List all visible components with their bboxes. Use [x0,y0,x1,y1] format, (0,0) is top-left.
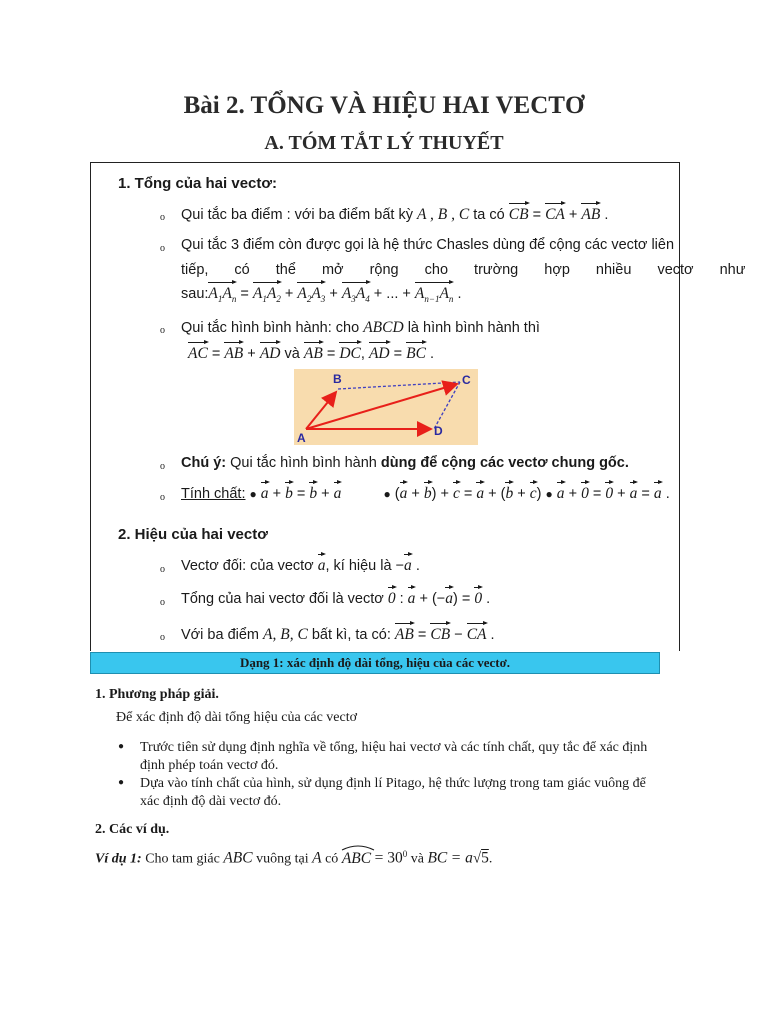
method-bullet-1a: Trước tiên sử dụng định nghĩa về tổng, hiệu hai vectơ và các tính chất, quy tắc để xác định [140,740,648,755]
example-1-end: . [488,851,493,867]
example-1-label: Ví dụ 1: [95,851,142,867]
chasles-line-3: $sau:A_1A_n = A_1A_2 + A_2A_3 + A_3A_4$ + ... + $A_{n-1}A_n$ . [181,285,462,305]
difference-rule-line: Với ba điểm A, B, C bất kì, ta có: AB = CB − CA . [181,626,495,643]
angle-value: = 30 [374,849,403,867]
bullet-circle: o [160,564,165,575]
arrow-AC [306,384,457,429]
bullet-dot: ● [118,777,125,788]
properties-line: Tính chất: ● a + b = b + a ● (a + b) + c = a + (b + c) ● a + 0 = 0 + a = a . [181,485,670,502]
bullet-circle: o [160,461,165,472]
angle-abc-text: ABC [341,849,372,867]
side-bc-eq: = a [450,849,473,867]
note-label: Chú ý: [181,455,227,471]
vector-A1An: $A_1A_n$ [208,285,237,305]
method-bullet-2a: Dựa vào tính chất của hình, sử dụng định lí Pitago, hệ thức lượng trong tam giác vuông để [140,776,646,791]
rule-three-points: Qui tắc ba điểm : với ba điểm bất kỳ A , B , C ta có CB = CA + AB . [181,206,609,223]
bullet-circle: o [160,492,165,503]
degree-mark: 0 [402,849,408,859]
opposite-vector-text: Vectơ đối: của vectơ [181,558,314,574]
vector-BC: BC [406,345,426,362]
figure-abcd: ABCD [363,319,404,336]
parallelogram-formula: AC = AB + AD và AB = DC, AD = BC . [188,345,435,362]
section-2-heading: 2. Hiệu của hai vectơ [118,526,268,543]
side-bc: BC [427,849,448,867]
sqrt-radicand: 5 [481,849,489,867]
bullet-dot: ● [118,741,125,752]
example-1-and: và [410,851,424,867]
examples-heading: 2. Các ví dụ. [95,822,170,837]
label-D: D [434,424,443,438]
note-bold: dùng để cộng các vectơ chung gốc. [380,455,629,471]
parallelogram-rule-post: là hình bình hành thì [407,320,540,336]
difference-rule-mid: bất kì, ta có: [311,627,391,643]
parallelogram-rule [181,319,540,337]
vector-AC: AC [188,345,208,362]
bullet-circle: o [160,243,165,254]
label-C: C [462,373,471,387]
section-1-heading: 1. Tổng của hai vectơ: [118,175,278,192]
vector-AD: AD [368,345,390,362]
vector-AD: AD [259,345,281,362]
triangle-abc: ABC [223,849,253,867]
vector-DC: DC [339,345,361,362]
vector-AB: AB [581,206,601,223]
note-line [181,455,629,471]
bullet-circle: o [160,632,165,643]
rule-three-points-text: Qui tắc ba điểm : với ba điểm bất kỳ [181,207,413,223]
method-heading: 1. Phương pháp giải. [95,687,219,702]
type-1-banner: Dạng 1: xác định độ dài tổng, hiệu của các vectơ. [90,652,660,674]
opposite-vector-mid: , kí hiệu là [325,558,392,574]
method-bullet-1b: định phép toán vectơ đó. [140,758,279,773]
label-A: A [297,431,306,445]
vector-CB: CB [508,206,529,223]
sum-opposite-line: Tổng của hai vectơ đối là vectơ 0 : a + (−a) = 0 . [181,590,491,607]
vector-CA: CA [545,206,565,223]
method-bullet-2b: xác định độ dài vectơ đó. [140,794,282,809]
page-subtitle: A. TÓM TẮT LÝ THUYẾT [264,132,504,154]
note-plain: Qui tắc hình bình hành [230,455,377,471]
difference-rule-text: Với ba điểm [181,627,260,643]
parallelogram-figure [294,369,478,445]
bullet-circle: o [160,212,165,223]
arrow-AB [306,392,336,429]
bullet-circle: o [160,325,165,336]
page-title: Bài 2. TỔNG VÀ HIỆU HAI VECTƠ [183,92,585,119]
vector-AB: AB [224,345,244,362]
parallelogram-rule-text: Qui tắc hình bình hành: cho [181,320,360,336]
vector-AB: AB [303,345,323,362]
sqrt-sign: √ [472,850,482,867]
vector-A3A4: $A_3A_4$ [341,285,370,305]
example-1-mid: vuông tại [256,851,309,867]
vector-A1A2: $A_1A_2$ [252,285,281,305]
example-1-co: có [325,851,339,867]
properties-label: Tính chất: [181,486,246,502]
points-abc-2: A, B, C [263,626,308,643]
vertex-a: A [312,849,322,867]
label-B: B [333,372,342,386]
bullet-circle: o [160,597,165,608]
vector-A2A3: $A_2A_3$ [297,285,326,305]
method-intro: Để xác định độ dài tổng hiệu của các vectơ [116,710,358,725]
and-word: và [284,346,300,362]
chasles-line-1: Qui tắc 3 điểm còn được gọi là hệ thức Chasles dùng để cộng các vectơ liên [181,237,675,253]
angle-hat [341,844,375,851]
rule-three-points-mid: ta có [473,207,505,223]
points-abc: A , B , C [416,206,470,223]
vector-An1An: $A_{n-1}A_n$ [414,285,454,305]
chasles-line-2: tiếp, có thể mở rộng cho trường hợp nhiều vectơ như [181,262,746,278]
example-1-pre: Cho tam giác [145,851,220,867]
angle-abc [342,850,371,868]
parallelogram-diagram [294,369,478,445]
sum-opposite-text: Tổng của hai vectơ đối là vectơ [181,591,384,607]
chasles-sau: sau: [181,286,209,302]
example-1 [95,849,492,868]
opposite-vector-line: Vectơ đối: của vectơ a, kí hiệu là −a . [181,557,420,574]
